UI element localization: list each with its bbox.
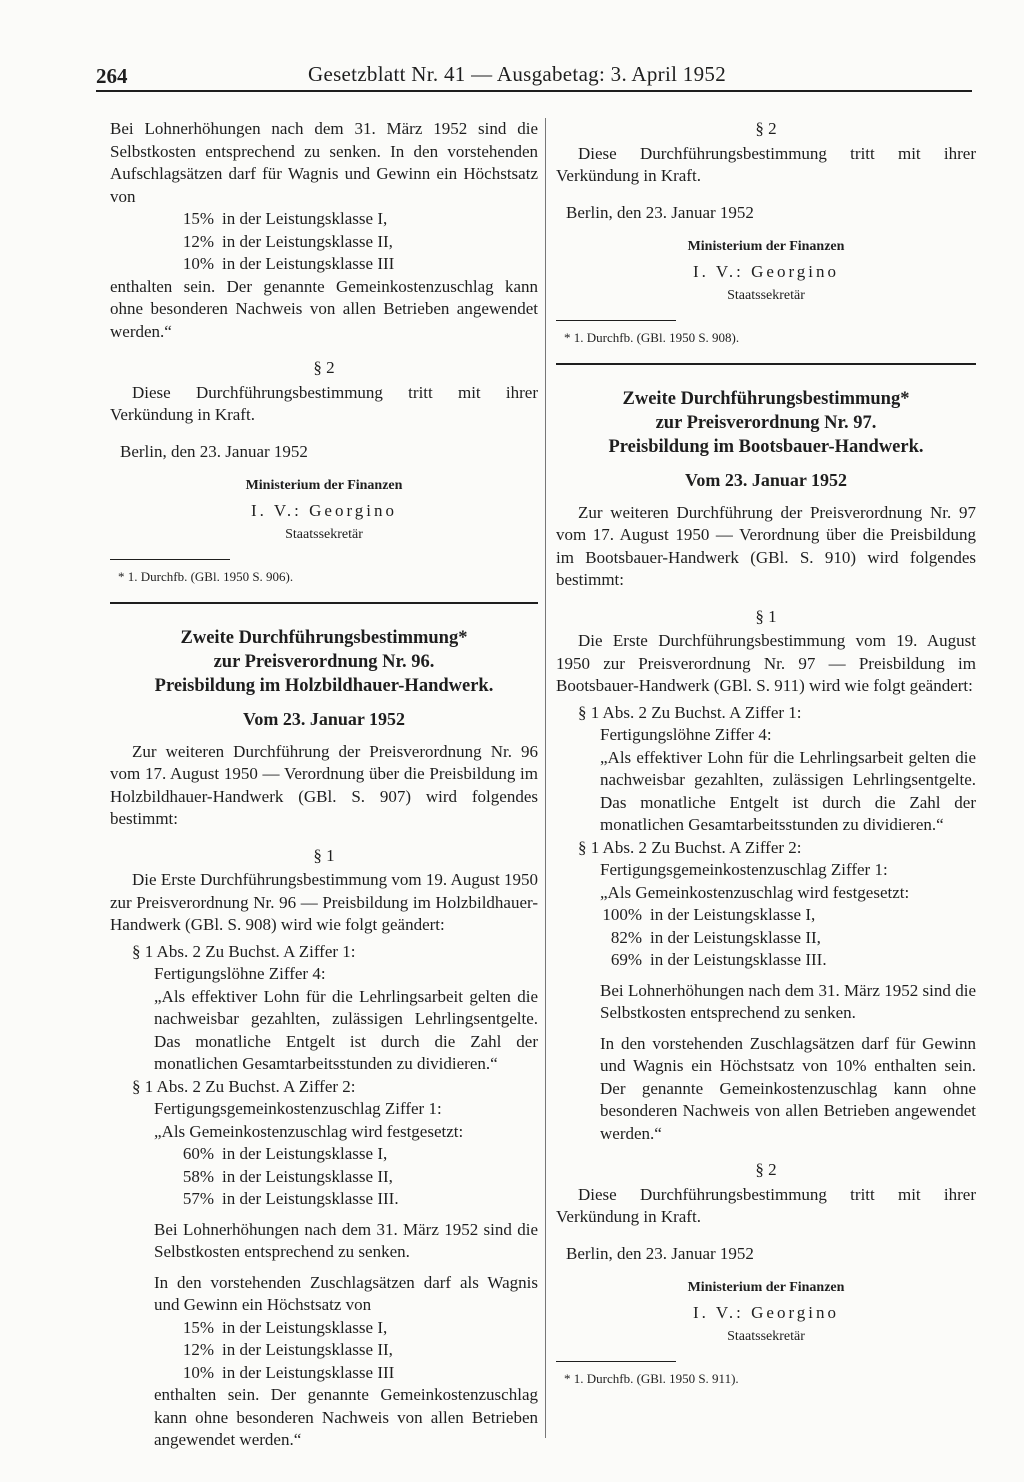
section-separator xyxy=(556,363,976,365)
rate-percent: 58% xyxy=(182,1166,214,1186)
continued-rates xyxy=(172,208,538,276)
rate-percent: 10% xyxy=(182,254,214,273)
section-separator xyxy=(110,602,538,604)
ministry-name: Ministerium der Finanzen xyxy=(245,478,403,493)
signatory: I. V.: Georgino xyxy=(692,261,840,281)
amendment-quote: „Als Gemeinkostenzuschlag wird festgesetzt: xyxy=(600,882,910,902)
rate-percent: 82% xyxy=(610,927,642,947)
rate-row xyxy=(172,231,538,254)
amendment-subheading: Fertigungslöhne Ziffer 4: xyxy=(154,964,326,983)
signatory-title: Staatssekretär xyxy=(285,527,363,542)
rate-label: in der Leistungsklasse III. xyxy=(222,1189,399,1208)
signatory-title: Staatssekretär xyxy=(727,1329,805,1344)
rate-label: in der Leistungsklasse I, xyxy=(650,905,816,924)
document-title: Zweite Durchführungsbestimmung* xyxy=(180,628,468,648)
rate-row xyxy=(172,253,538,276)
rate-label: in der Leistungsklasse I, xyxy=(222,1317,388,1337)
rate-percent: 57% xyxy=(182,1189,214,1208)
amendment-text: Bei Lohnerhöhungen nach dem 31. März 1952 sind die Selbstkosten entsprechend zu senken. xyxy=(600,980,976,1022)
document-title: Preisbildung im Holzbildhauer-Handwerk. xyxy=(154,676,494,696)
signatory: I. V.: Georgino xyxy=(250,500,398,520)
footnote: * 1. Durchfb. (GBl. 1950 S. 906). xyxy=(118,568,294,584)
section-text: Diese Durchführungsbestimmung tritt mit ihrer Verkündung in Kraft. xyxy=(556,143,976,185)
rate-percent: 12% xyxy=(182,1340,214,1359)
left-column xyxy=(110,118,538,1452)
signatory-title: Staatssekretär xyxy=(727,288,805,303)
rate-label: in der Leistungsklasse III. xyxy=(650,950,827,969)
section-mark: § 2 xyxy=(755,1160,777,1179)
rate-label: in der Leistungsklasse II, xyxy=(222,1340,393,1359)
date-line: Berlin, den 23. Januar 1952 xyxy=(120,441,308,461)
amendment-subheading: Fertigungsgemeinkostenzuschlag Ziffer 1: xyxy=(600,860,888,879)
rate-percent: 15% xyxy=(182,209,214,228)
preamble: Zur weiteren Durchführung der Preisverordnung Nr. 96 vom 17. August 1950 — Verordnung über die Preisbildung im Holzbildhauer-Handwerk (GBl. S. 907) wird folgendes bestimmt: xyxy=(110,741,538,828)
rate-row xyxy=(172,1362,538,1385)
document-date: Vom 23. Januar 1952 xyxy=(242,709,406,729)
date-line: Berlin, den 23. Januar 1952 xyxy=(566,202,754,222)
rate-label: in der Leistungsklasse I, xyxy=(222,1144,388,1163)
rate-row xyxy=(172,1166,538,1189)
rate-row xyxy=(172,1188,538,1211)
rate-row xyxy=(600,949,976,972)
ministry-name: Ministerium der Finanzen xyxy=(687,239,845,254)
ministry-name: Ministerium der Finanzen xyxy=(687,1280,845,1295)
right-column xyxy=(556,118,976,1390)
continued-outro: enthalten sein. Der genannte Gemeinkostenzuschlag kann ohne besonderen Nachweis von allen Betrieben angewendet werden.“ xyxy=(110,276,538,341)
document-title: Zweite Durchführungsbestimmung* xyxy=(622,389,910,409)
section-mark: § 1 xyxy=(313,845,335,865)
column-divider xyxy=(545,118,546,1438)
rate-row xyxy=(172,1143,538,1166)
amendment-text: In den vorstehenden Zuschlagsätzen darf als Wagnis und Gewinn ein Höchstsatz von xyxy=(154,1272,538,1314)
amendment-subheading: Fertigungsgemeinkostenzuschlag Ziffer 1: xyxy=(154,1099,442,1118)
rate-percent: 15% xyxy=(182,1317,214,1337)
section-text: Diese Durchführungsbestimmung tritt mit ihrer Verkündung in Kraft. xyxy=(110,382,538,424)
footnote-rule xyxy=(556,320,676,321)
rate-label: in der Leistungsklasse III xyxy=(222,1362,395,1382)
running-head: Gesetzblatt Nr. 41 — Ausgabetag: 3. April 1952 xyxy=(308,62,726,86)
document-title: zur Preisverordnung Nr. 96. xyxy=(213,652,435,672)
signatory: I. V.: Georgino xyxy=(692,1302,840,1322)
section-mark: § 2 xyxy=(313,358,335,377)
rate-label: in der Leistungsklasse III xyxy=(222,254,395,273)
section-mark: § 1 xyxy=(755,606,777,626)
rate-percent: 12% xyxy=(182,231,214,251)
amendment-heading: § 1 Abs. 2 Zu Buchst. A Ziffer 2: xyxy=(132,1076,356,1096)
rate-row xyxy=(600,927,976,950)
amendment-quote: „Als Gemeinkostenzuschlag wird festgesetzt: xyxy=(154,1121,464,1141)
surcharge-rates xyxy=(600,904,976,972)
rate-percent: 60% xyxy=(182,1144,214,1163)
rate-label: in der Leistungsklasse II, xyxy=(650,927,821,947)
amendment-quote: „Als effektiver Lohn für die Lehrlingsarbeit gelten die nachweisbar gezahlten, zulässigen Lehrlingsentgelte. Das monatliche Entgelt ist durch die Zahl der monatlichen Gesamtarbeitsstunden zu dividieren.“ xyxy=(154,986,538,1073)
date-line: Berlin, den 23. Januar 1952 xyxy=(566,1243,754,1263)
amendment-text: Bei Lohnerhöhungen nach dem 31. März 1952 sind die Selbstkosten entsprechend zu senken. xyxy=(154,1219,538,1261)
section-text: Diese Durchführungsbestimmung tritt mit ihrer Verkündung in Kraft. xyxy=(556,1184,976,1226)
document-date: Vom 23. Januar 1952 xyxy=(684,470,848,490)
header-rule xyxy=(96,90,972,92)
rate-percent: 100% xyxy=(602,905,642,924)
rate-label: in der Leistungsklasse II, xyxy=(222,1166,393,1186)
page-number: 264 xyxy=(96,64,128,88)
footnote-rule xyxy=(110,559,230,560)
amendment-heading: § 1 Abs. 2 Zu Buchst. A Ziffer 1: xyxy=(578,702,802,722)
document-title: Preisbildung im Bootsbauer-Handwerk. xyxy=(608,437,924,457)
section-text: Die Erste Durchführungsbestimmung vom 19. August 1950 zur Preisverordnung Nr. 96 — Preisbildung im Holzbildhauer-Handwerk (GBl. S. 908) wird wie folgt geändert: xyxy=(110,870,538,934)
preamble: Zur weiteren Durchführung der Preisverordnung Nr. 97 vom 17. August 1950 — Verordnung über die Preisbildung im Bootsbauer-Handwerk (GBl. S. 910) wird folgendes bestimmt: xyxy=(556,502,976,589)
rate-percent: 10% xyxy=(182,1362,214,1382)
amendment-heading: § 1 Abs. 2 Zu Buchst. A Ziffer 1: xyxy=(132,941,356,961)
rate-row xyxy=(172,1339,538,1362)
amendment-heading: § 1 Abs. 2 Zu Buchst. A Ziffer 2: xyxy=(578,837,802,857)
section-mark: § 2 xyxy=(755,119,777,138)
amendment-text: enthalten sein. Der genannte Gemeinkostenzuschlag kann ohne besonderen Nachweis von allen Betrieben angewendet werden.“ xyxy=(154,1385,538,1449)
amendment-quote: „Als effektiver Lohn für die Lehrlingsarbeit gelten die nachweisbar gezahlten, zulässigen Lehrlingsentgelte. Das monatliche Entgelt ist durch die Zahl der monatlichen Gesamtarbeitsstunden zu dividieren.“ xyxy=(600,747,976,834)
rate-label: in der Leistungsklasse I, xyxy=(222,209,388,228)
continued-intro: Bei Lohnerhöhungen nach dem 31. März 1952 sind die Selbstkosten entsprechend zu senken. In den vorstehenden Aufschlagsätzen darf für Wagnis und Gewinn ein Höchstsatz von xyxy=(110,119,538,206)
page-header xyxy=(96,58,966,88)
rate-row xyxy=(172,208,538,231)
rate-row xyxy=(600,904,976,927)
footnote-rule xyxy=(556,1361,676,1362)
footnote: * 1. Durchfb. (GBl. 1950 S. 911). xyxy=(564,1370,739,1386)
footnote: * 1. Durchfb. (GBl. 1950 S. 908). xyxy=(564,329,740,345)
surcharge-rates xyxy=(172,1143,538,1211)
rate-row xyxy=(172,1317,538,1340)
rate-percent: 69% xyxy=(610,950,642,969)
section-text: Die Erste Durchführungsbestimmung vom 19. August 1950 zur Preisverordnung Nr. 97 — Preisbildung im Bootsbauer-Handwerk (GBl. S. 911) wird wie folgt geändert: xyxy=(556,631,976,695)
rate-label: in der Leistungsklasse II, xyxy=(222,231,393,251)
profit-rates xyxy=(172,1317,538,1385)
amendment-text: In den vorstehenden Zuschlagsätzen darf für Gewinn und Wagnis ein Höchstsatz von 10% enthalten sein. Der genannte Gemeinkostenzuschlag kann ohne besonderen Nachweis von allen Betrieben angewendet werden.“ xyxy=(600,1033,976,1143)
document-title: zur Preisverordnung Nr. 97. xyxy=(655,413,877,433)
amendment-subheading: Fertigungslöhne Ziffer 4: xyxy=(600,725,772,744)
